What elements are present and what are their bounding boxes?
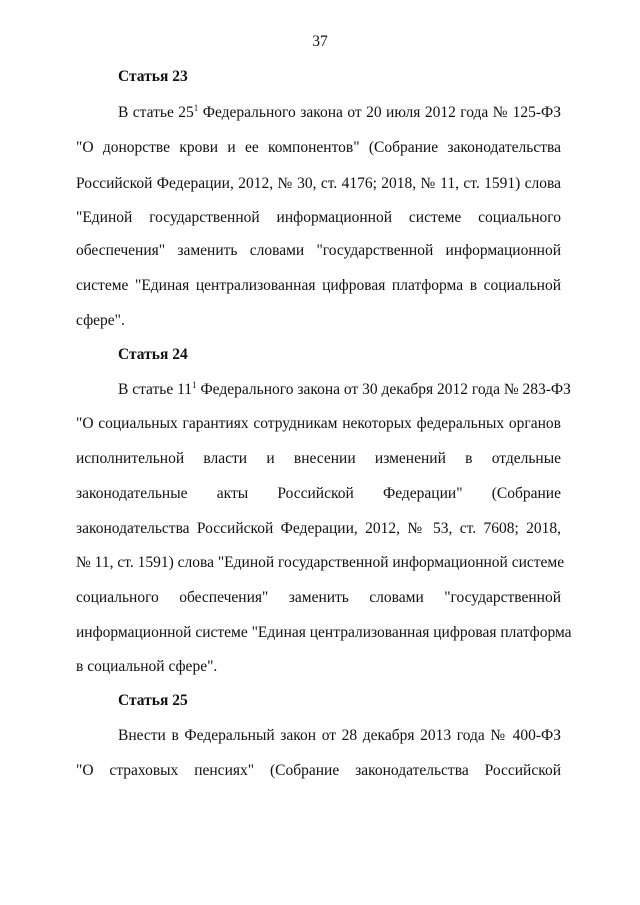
article-24-line-4: законодательные акты Российской Федерации" (Собрание [76,485,561,502]
article-23-line-7: сфере". [76,312,125,329]
article-23-heading: Статья 23 [118,68,188,85]
article-24-line-8: информационной системе "Единая централизованная цифровая платформа [76,624,572,641]
article-25-line-1: Внести в Федеральный закон от 28 декабря 2013 года № 400-ФЗ [118,727,561,744]
article-25-heading: Статья 25 [118,692,188,709]
article-23-line-6: системе "Единая централизованная цифровая платформа в социальной [76,277,561,294]
article-24-line-1: В статье $11^1$ Федерального закона от 30 декабря 2012 года № 283-ФЗ [118,380,571,398]
article-24-line-2: "О социальных гарантиях сотрудникам некоторых федеральных органов [76,415,561,432]
page-number: 37 [312,33,328,50]
article-24-line-9: в социальной сфере". [76,658,218,675]
article-24-line-5: законодательства Российской Федерации, 2012, № 53, ст. 7608; 2018, [76,520,561,537]
article-23-line-3: Российской Федерации, 2012, № 30, ст. 4176; 2018, № 11, ст. 1591) слова [76,175,561,192]
article-23-line-2: "О донорстве крови и ее компонентов" (Собрание законодательства [76,139,561,156]
article-24-line-6: № 11, ст. 1591) слова "Единой государственной информационной системе [76,554,565,571]
article-24-heading: Статья 24 [118,346,188,363]
article-23-line-5: обеспечения" заменить словами "государственной информационной [76,242,561,259]
article-24-line-3: исполнительной власти и внесении изменений в отдельные [76,450,561,467]
article-25-line-2: "О страховых пенсиях" (Собрание законодательства Российской [76,762,561,779]
article-24-line-7: социального обеспечения" заменить словами "государственной [76,589,561,606]
article-23-line-1: В статье $25^1$ Федерального закона от 20 июля 2012 года № 125-ФЗ [118,103,561,121]
article-23-line-4: "Единой государственной информационной системе социального [76,209,561,226]
